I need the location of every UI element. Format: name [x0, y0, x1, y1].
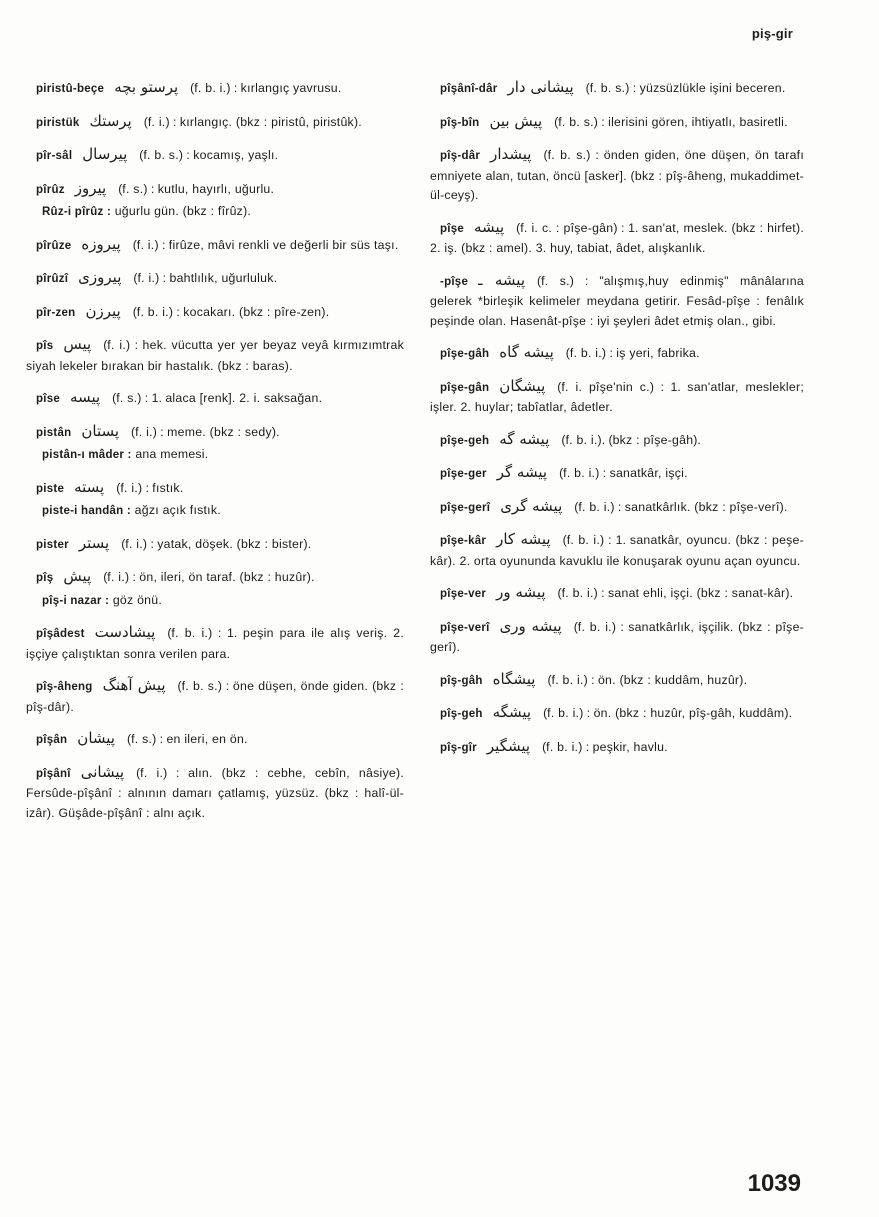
entry-headword: pîşâdest [36, 628, 85, 640]
entry-definition: (f. b. i.) : kocakarı. (bkz : pîre-zen). [132, 304, 330, 319]
dictionary-entry [26, 78, 404, 100]
entry-definition: (f. b. i.) : ön. (bkz : huzûr, pîş-gâh, kuddâm). [543, 706, 793, 720]
dictionary-entry [430, 463, 804, 485]
entry-headword: pîş-gâh [440, 674, 483, 687]
entry-headword: pister [36, 538, 69, 551]
entry-arabic-script: پیس [63, 335, 92, 353]
entry-arabic-script: پیرزن [85, 301, 121, 320]
entry-definition: (f. b. i.) : ön. (bkz : kuddâm, huzûr). [547, 672, 748, 687]
right-column [430, 78, 804, 770]
entry-headword: pîş-bîn [440, 116, 480, 129]
dictionary-entry [430, 377, 804, 418]
entry-arabic-script: پیشه [474, 217, 505, 236]
dictionary-entry [26, 422, 404, 466]
entry-definition: (f. i.) : alın. (bkz : cebhe, cebîn, nâsiye). Fersûde-pîşânî : alnının damarı çatlamış, yüzsüz. (bkz : halî-ül-izâr). Güşâde-pîşânî : alnı açık. [26, 765, 404, 820]
entry-arabic-script: پیشه گری [500, 496, 563, 515]
entry-definition: (f. s.) : en ileri, en ön. [126, 732, 248, 746]
dictionary-entry [430, 271, 804, 332]
dictionary-entry [26, 145, 404, 167]
entry-headword: pîşe [440, 222, 465, 235]
entry-arabic-script: پیرسال [82, 145, 128, 163]
entry-definition: (f. i. c. : pîşe-gân) : 1. san'at, meslek. (bkz : hirfet). 2. iş. (bkz : amel). 3. huy, tabiat, âdet, alışkanlık. [430, 220, 804, 255]
entry-arabic-script: پیش آهنگ [102, 676, 166, 694]
entry-headword: piristû-beçe [36, 83, 105, 95]
dictionary-entry [430, 737, 804, 759]
entry-arabic-script: پیشگه [492, 703, 532, 721]
sub-entry-definition: uğurlu gün. (bkz : fîrûz). [114, 204, 252, 218]
entry-definition: (f. b. i.) : 1. peşin para ile alış veriş. 2. işçiye çalıştıktan sonra verilen para. [26, 626, 404, 661]
dictionary-entry [26, 478, 404, 522]
entry-headword: pîşânî [36, 767, 71, 780]
entry-headword: pîşe-gâh [440, 348, 490, 360]
dictionary-entry [26, 268, 404, 290]
entry-arabic-script: پیشه ور [496, 583, 546, 601]
sub-entry-headword: piste-i handân : [42, 505, 131, 517]
entry-definition: (f. i.) : yatak, döşek. (bkz : bister). [121, 536, 312, 551]
entry-arabic-script: پیشه ـ [478, 270, 525, 289]
entry-arabic-script: پیشه گر [496, 463, 548, 481]
entry-arabic-script: پیشه کار [496, 530, 551, 548]
entry-definition: (f. b. i.). (bkz : pîşe-gâh). [561, 432, 701, 447]
entry-definition: (f. s.) : kutlu, hayırlı, uğurlu. [118, 181, 275, 196]
dictionary-entry [430, 343, 804, 365]
sub-entry-headword: Rûz-i pîrûz : [42, 206, 112, 218]
entry-definition: (f. i. pîşe'nin c.) : 1. san'atlar, meslekler; işler. 2. huylar; tabîatlar, âdetler. [430, 379, 804, 414]
sub-entry-headword: pistân-ı mâder : [42, 449, 132, 461]
entry-definition: (f. i.) : fıstık. [116, 480, 184, 495]
entry-headword: piristük [36, 116, 80, 129]
entry-definition: (f. b. s.) : yüzsüzlükle işini beceren. [585, 81, 786, 95]
entry-arabic-script: پرستو بچه [114, 78, 179, 96]
dictionary-entry [430, 78, 804, 100]
entry-definition: (f. b. i.) : sanat ehli, işçi. (bkz : sanat-kâr). [557, 586, 794, 600]
entry-headword: pîr-zen [36, 306, 76, 319]
entry-headword: pîşân [36, 734, 68, 746]
sub-entry [26, 445, 404, 466]
entry-arabic-script: پیشانی [80, 762, 125, 781]
dictionary-entry [430, 430, 804, 452]
entry-definition: (f. i.) : ön, ileri, ön taraf. (bkz : huzûr). [103, 570, 315, 584]
dictionary-entry [430, 497, 804, 519]
entry-arabic-script: پیروزی [78, 268, 122, 286]
dictionary-entry [26, 567, 404, 611]
entry-headword: pîş-dâr [440, 150, 481, 162]
dictionary-entry [26, 179, 404, 223]
dictionary-entry [430, 703, 804, 725]
dictionary-entry [26, 534, 404, 556]
dictionary-entry [430, 583, 804, 605]
entry-headword: pîşe-gerî [440, 501, 491, 514]
entry-definition: (f. b. s.) : kocamış, yaşlı. [139, 148, 279, 162]
entry-definition: (f. i.) : hek. vücutta yer yer beyaz veyâ kırmızımtrak siyah lekeler bırakan bir hastalık. (bkz : baras). [26, 338, 404, 373]
sub-entry-definition: ana memesi. [135, 447, 209, 461]
entry-arabic-script: پیشگان [499, 376, 546, 395]
entry-arabic-script: پیروزه [81, 234, 121, 253]
entry-headword: piste [36, 482, 65, 495]
sub-entry-definition: ağzı açık fıstık. [134, 503, 221, 517]
dictionary-entry [430, 617, 804, 658]
entry-arabic-script: پیشانی دار [507, 78, 574, 96]
dictionary-entry [26, 623, 404, 664]
entry-arabic-script: پیشادست [94, 623, 156, 641]
entry-headword: pîş-âheng [36, 681, 93, 693]
entry-definition: (f. b. i.) : sanatkârlık, işçilik. (bkz : pîşe-gerî). [430, 619, 805, 654]
entry-arabic-script: پیشگاه [492, 669, 536, 688]
entry-definition: (f. b. s.) : önden giden, öne düşen, ön tarafı emniyete alan, tutan, öncü [asker]. (bkz : pîş-âheng, mukaddimet-ül-ceyş). [430, 148, 804, 202]
entry-headword: pîşe-geh [440, 434, 490, 447]
entry-definition: (f. s.) : "alışmış,huy edinmiş" mânâlarına gelerek *birleşik kelimeler meydana getirir. Fesâd-pîşe : fenâlık peşinde olan. Hasenât-pîşe : iyi şeyleri âdet etmiş olan., gibi. [430, 273, 804, 328]
dictionary-entry [26, 335, 404, 376]
entry-definition: (f. i.) : meme. (bkz : sedy). [131, 424, 280, 439]
sub-entry-definition: göz önü. [112, 592, 163, 607]
entry-headword: pîse [36, 393, 61, 405]
entry-arabic-script: پیشان [77, 729, 115, 747]
entry-definition: (f. i.) : firûze, mâvi renkli ve değerli bir süs taşı. [132, 237, 399, 252]
entry-headword: pîrûzî [36, 273, 69, 285]
entry-headword: pîrûze [36, 239, 72, 252]
dictionary-entry [430, 530, 804, 571]
entry-headword: pîs [36, 340, 54, 352]
entry-definition: (f. b. i.) : 1. sanatkâr, oyuncu. (bkz : peşe-kâr). 2. orta oyununda kavuklu ile konuşarak oyunu açan oyuncu. [430, 533, 804, 568]
dictionary-entry [26, 676, 404, 717]
entry-headword: pîşe-ver [440, 588, 487, 600]
entry-arabic-script: پیسه [70, 388, 101, 406]
entry-definition: (f. i.) : kırlangıç. (bkz : piristû, piristûk). [143, 114, 362, 129]
running-header: piş-gir [751, 26, 793, 41]
entry-arabic-script: پیشه گه [499, 429, 550, 448]
sub-entry [26, 501, 404, 522]
sub-entry [26, 591, 404, 612]
entry-definition: (f. b. i.) : sanatkârlık. (bkz : pîşe-verî). [574, 499, 788, 514]
dictionary-entry [26, 302, 404, 324]
entry-arabic-script: پسته [74, 477, 105, 496]
entry-definition: (f. i.) : bahtlılık, uğurluluk. [133, 271, 278, 285]
entry-definition: (f. b. s.) : öne düşen, önde giden. (bkz : pîş-dâr). [26, 679, 404, 714]
entry-headword: pîr-sâl [36, 150, 73, 162]
entry-headword: pîşânî-dâr [440, 83, 498, 95]
entry-arabic-script: پستر [78, 533, 110, 552]
entry-headword: pîş-gîr [440, 741, 477, 754]
entry-headword: pîşe-kâr [440, 535, 487, 547]
dictionary-entry [430, 145, 804, 206]
entry-definition: (f. b. i.) : iş yeri, fabrika. [565, 346, 700, 360]
entry-arabic-script: پیروز [74, 178, 107, 197]
entry-arabic-script: پیش بین [489, 111, 543, 130]
entry-definition: (f. b. i.) : sanatkâr, işçi. [559, 466, 688, 480]
entry-definition: (f. b. s.) : ilerisini gören, ihtiyatlı, basiretli. [554, 114, 788, 129]
entry-headword: pîrûz [36, 183, 65, 196]
entry-headword: pistân [36, 426, 72, 439]
entry-definition: (f. b. i.) : kırlangıç yavrusu. [190, 81, 342, 95]
entry-headword: pîşe-verî [440, 621, 490, 634]
dictionary-entry [26, 112, 404, 134]
entry-arabic-script: پیش [63, 567, 92, 585]
entry-headword: pîşe-ger [440, 468, 487, 480]
dictionary-entry [430, 218, 804, 259]
dictionary-entry [26, 388, 404, 410]
page-number: 1039 [747, 1170, 801, 1197]
dictionary-entry [26, 729, 404, 751]
entry-headword: pîşe-gân [440, 381, 490, 394]
left-column [26, 78, 404, 835]
entry-arabic-script: پیشدار [490, 145, 532, 163]
entry-definition: (f. s.) : 1. alaca [renk]. 2. i. saksağan. [112, 391, 323, 405]
dictionary-entry [26, 235, 404, 257]
entry-headword: -pîşe [440, 275, 469, 288]
dictionary-entry [430, 112, 804, 134]
entry-arabic-script: پستان [81, 421, 120, 440]
entry-headword: pîş [36, 572, 54, 584]
entry-arabic-script: پیشگیر [486, 736, 531, 755]
entry-headword: pîş-geh [440, 708, 483, 720]
sub-entry-headword: pîş-i nazar : [42, 594, 110, 607]
sub-entry [26, 202, 404, 223]
entry-definition: (f. b. i.) : peşkir, havlu. [542, 739, 668, 754]
entry-arabic-script: پیشه گاه [499, 343, 554, 361]
dictionary-entry [430, 670, 804, 692]
entry-arabic-script: پرستك [89, 111, 132, 130]
entry-arabic-script: پیشه وری [499, 616, 562, 635]
dictionary-entry [26, 763, 404, 824]
